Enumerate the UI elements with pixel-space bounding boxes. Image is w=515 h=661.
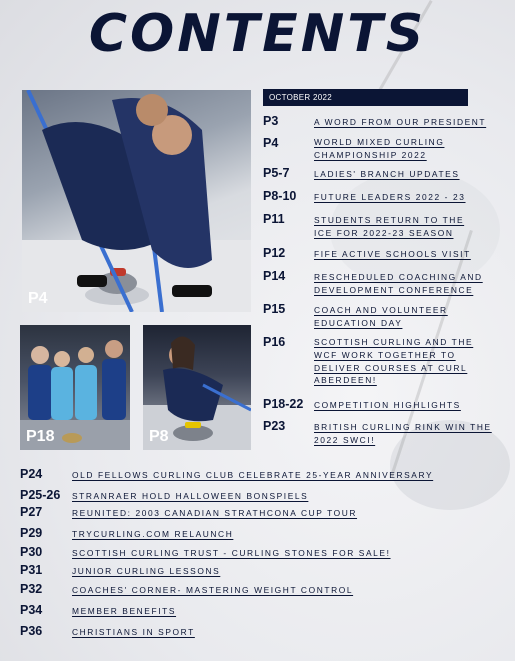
toc-page-number: P18-22 <box>263 397 304 411</box>
toc-entry-link[interactable]: COACHES' CORNER- MASTERING WEIGHT CONTROL <box>72 585 354 595</box>
toc-entry-link[interactable]: LADIES' BRANCH UPDATES <box>314 169 460 179</box>
toc-entry-link[interactable]: COACH AND VOLUNTEER EDUCATION DAY <box>314 305 448 328</box>
toc-entry-link[interactable]: JUNIOR CURLING LESSONS <box>72 566 221 576</box>
toc-entry-link[interactable]: A WORD FROM OUR PRESIDENT <box>314 117 487 127</box>
toc-page-number: P8-10 <box>263 189 297 203</box>
page-title: CONTENTS <box>88 4 427 64</box>
toc-entry-link[interactable]: RESCHEDULED COACHING AND DEVELOPMENT CONFERENCE <box>314 272 483 295</box>
toc-page-number: P30 <box>20 545 43 559</box>
toc-entry-link[interactable]: MEMBER BENEFITS <box>72 606 177 616</box>
toc-page-number: P27 <box>20 505 43 519</box>
toc-page-number: P24 <box>20 467 43 481</box>
toc-entry-link[interactable]: OLD FELLOWS CURLING CLUB CELEBRATE 25-YEAR ANNIVERSARY <box>72 470 434 480</box>
toc-page-number: P3 <box>263 114 279 128</box>
toc-entry-link[interactable]: WORLD MIXED CURLING CHAMPIONSHIP 2022 <box>314 137 445 160</box>
toc-entry-link[interactable]: BRITISH CURLING RINK WIN THE 2022 SWCI! <box>314 422 492 445</box>
toc-entry-link[interactable]: STRANRAER HOLD HALLOWEEN BONSPIELS <box>72 491 309 501</box>
toc-page-number: P23 <box>263 419 286 433</box>
toc-page-number: P16 <box>263 335 286 349</box>
photo-future-leaders <box>143 325 251 450</box>
toc-entry-link[interactable]: FUTURE LEADERS 2022 - 23 <box>314 192 466 202</box>
toc-page-number: P4 <box>263 136 279 150</box>
toc-page-number: P15 <box>263 302 286 316</box>
toc-entry-link[interactable]: CHRISTIANS IN SPORT <box>72 627 195 637</box>
toc-entry-link[interactable]: REUNITED: 2003 CANADIAN STRATHCONA CUP TOUR <box>72 508 358 518</box>
toc-page-number: P32 <box>20 582 43 596</box>
issue-date-badge: OCTOBER 2022 <box>263 89 468 106</box>
toc-page-number: P36 <box>20 624 43 638</box>
toc-page-number: P12 <box>263 246 286 260</box>
curlers-illustration <box>22 90 251 312</box>
photo-mixed-curling <box>22 90 251 312</box>
toc-page-number: P29 <box>20 526 43 540</box>
photo-caption: P4 <box>28 290 48 307</box>
toc-entry-link[interactable]: SCOTTISH CURLING TRUST - CURLING STONES FOR SALE! <box>72 548 391 558</box>
photo-team <box>20 325 130 450</box>
toc-page-number: P11 <box>263 212 285 226</box>
photo-caption: P8 <box>149 428 169 445</box>
toc-page-number: P5-7 <box>263 166 290 180</box>
toc-entry-link[interactable]: TRYCURLING.COM RELAUNCH <box>72 529 234 539</box>
toc-entry-link[interactable]: SCOTTISH CURLING AND THE WCF WORK TOGETHER TO DELIVER COURSES AT CURL ABERDEEN! <box>314 337 474 386</box>
toc-entry-link[interactable]: STUDENTS RETURN TO THE ICE FOR 2022-23 SEASON <box>314 215 465 238</box>
toc-entry-link[interactable]: COMPETITION HIGHLIGHTS <box>314 400 461 410</box>
toc-page-number: P25-26 <box>20 488 61 502</box>
toc-entry-link[interactable]: FIFE ACTIVE SCHOOLS VISIT <box>314 249 471 259</box>
photo-caption: P18 <box>26 428 55 445</box>
toc-page-number: P14 <box>263 269 286 283</box>
toc-page-number: P34 <box>20 603 43 617</box>
toc-page-number: P31 <box>20 563 43 577</box>
